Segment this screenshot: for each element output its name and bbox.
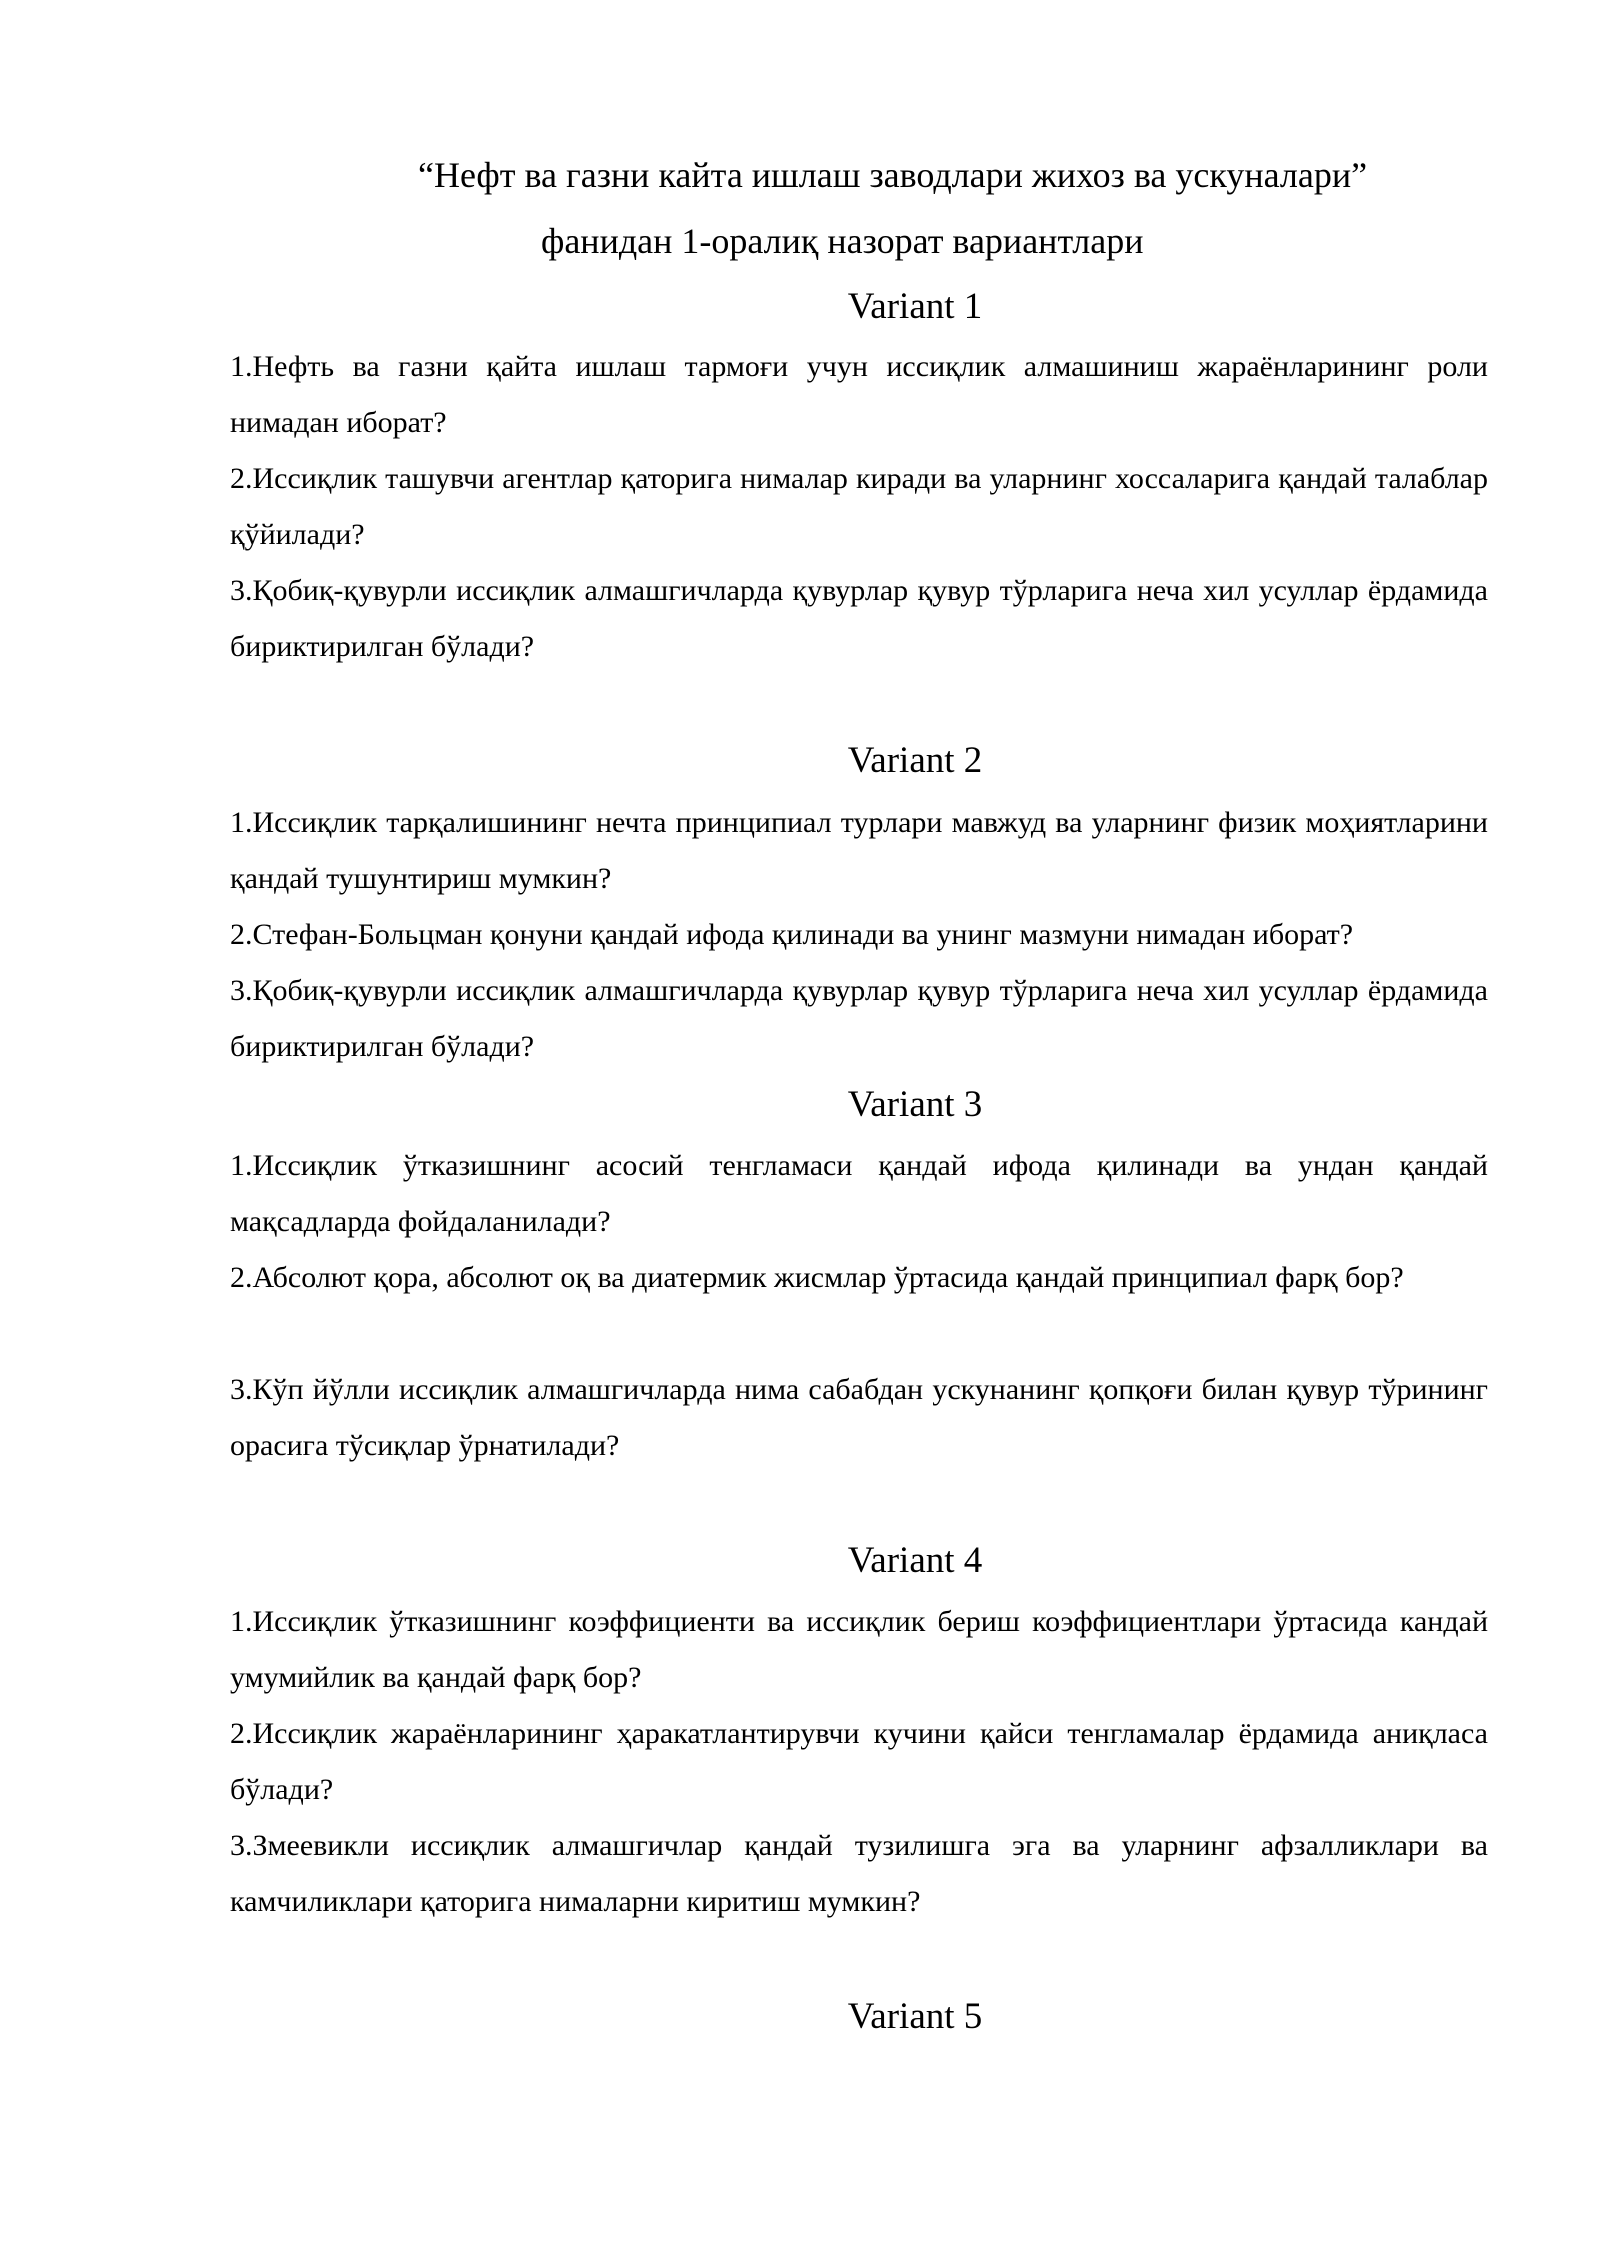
variant-2-heading: Variant 2	[847, 740, 983, 781]
variant-3-question-1: 1.Иссиқлик ўтказишнинг асосий тенгламаси қандай ифода қилинади ва ундан қандай мақсадларда фойдаланилади?	[230, 1149, 1488, 1238]
variant-1-question-3: 3.Қобиқ-қувурли иссиқлик алмашгичларда қувурлар қувур тўрларига неча хил усуллар ёрдамида бириктирилган бўлади?	[230, 574, 1488, 663]
variant-4-question-3: 3.Змеевикли иссиқлик алмашгичлар қандай тузилишга эга ва уларнинг афзалликлари ва камчиликлари қаторига нималарни киритиш мумкин?	[230, 1829, 1488, 1918]
variant-3-question-3: 3.Кўп йўлли иссиқлик алмашгичларда нима сабабдан ускунанинг қопқоғи билан қувур тўрининг орасига тўсиқлар ўрнатилади?	[230, 1373, 1488, 1462]
variant-1-question-1: 1.Нефть ва газни қайта ишлаш тармоғи учун иссиқлик алмашиниш жараёнларининг роли нимадан иборат?	[230, 350, 1488, 439]
variant-1-heading: Variant 1	[847, 286, 983, 327]
variant-2-question-2: 2.Стефан-Больцман қонуни қандай ифода қилинади ва унинг мазмуни нимадан иборат?	[230, 918, 1354, 951]
variant-4-question-1: 1.Иссиқлик ўтказишнинг коэффициенти ва иссиқлик бериш коэффициентлари ўртасида кандай умумийлик ва қандай фарқ бор?	[230, 1605, 1488, 1694]
variant-3-heading: Variant 3	[847, 1084, 983, 1125]
document-title-line-1: “Нефт ва газни кайта ишлаш заводлари жихоз ва ускуналари”	[418, 155, 1368, 195]
variant-1-question-2: 2.Иссиқлик ташувчи агентлар қаторига нималар киради ва уларнинг хоссаларига қандай талаблар қўйилади?	[230, 462, 1488, 551]
variant-2-question-3: 3.Қобиқ-қувурли иссиқлик алмашгичларда қувурлар қувур тўрларига неча хил усуллар ёрдамида бириктирилган бўлади?	[230, 974, 1488, 1063]
variant-4-heading: Variant 4	[847, 1540, 983, 1581]
variant-5-heading: Variant 5	[847, 1996, 983, 2037]
variant-3-question-2: 2.Абсолют қора, абсолют оқ ва диатермик жисмлар ўртасида қандай принципиал фарқ бор?	[230, 1261, 1404, 1294]
variant-4-question-2: 2.Иссиқлик жараёнларининг ҳаракатлантирувчи кучини қайси тенгламалар ёрдамида аниқласа бўлади?	[230, 1717, 1488, 1806]
document-title-line-2: фанидан 1-оралиқ назорат вариантлари	[541, 221, 1144, 261]
variant-2-question-1: 1.Иссиқлик тарқалишининг нечта принципиал турлари мавжуд ва уларнинг физик моҳиятларини қандай тушунтириш мумкин?	[230, 806, 1488, 895]
